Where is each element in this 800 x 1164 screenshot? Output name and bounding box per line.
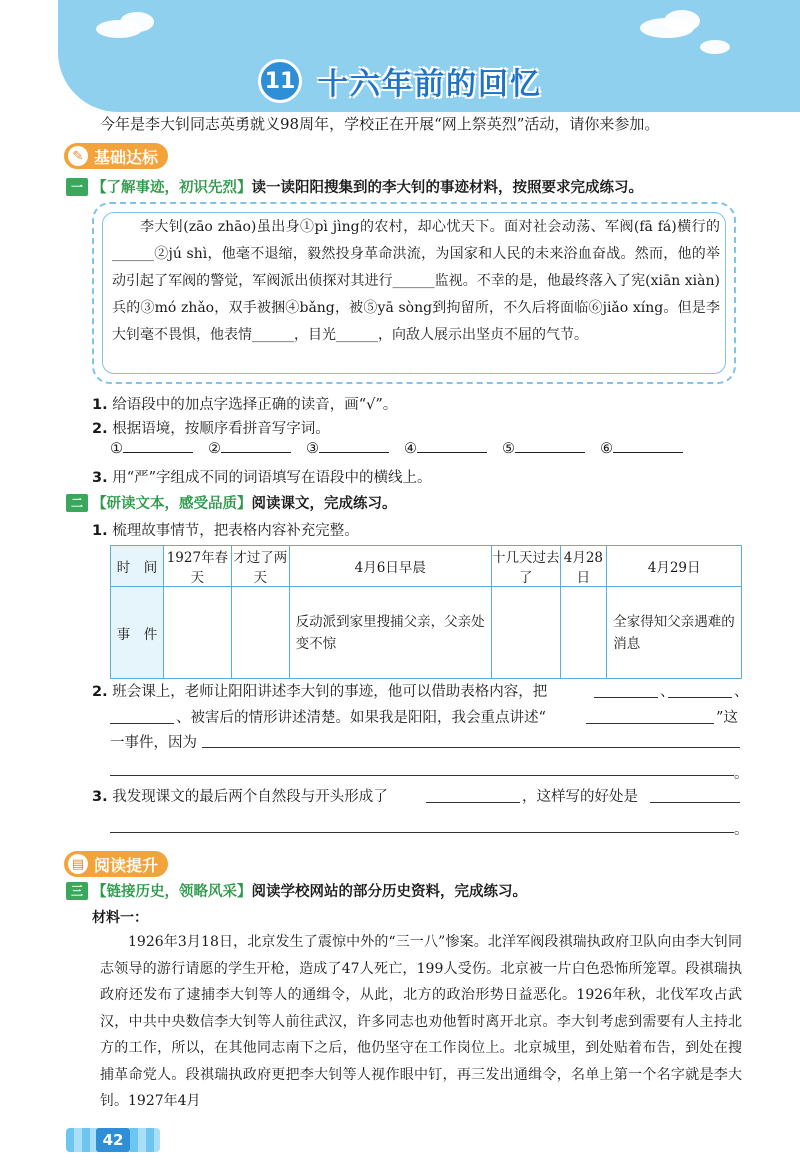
question-text: 梳理故事情节，把表格内容补充完整。 (112, 523, 359, 539)
lesson-title: 十六年前的回忆 (318, 67, 542, 102)
separator: 、 (734, 684, 749, 700)
separator: 、 (660, 684, 675, 700)
table-cell-time: 4月29日 (607, 546, 742, 587)
question-text: 根据语境，按顺序看拼音写字词。 (112, 421, 330, 437)
answer-blank-4[interactable] (404, 441, 502, 457)
question-6-line-1 (92, 785, 388, 806)
task-tag: 【了解事迹，初识先烈】 (92, 180, 252, 196)
question-4 (92, 519, 359, 540)
task-number: 二 (66, 494, 88, 512)
table-cell-event: 全家得知父亲遇难的消息 (607, 587, 742, 679)
answer-blanks-row (110, 441, 710, 457)
answer-line[interactable] (594, 697, 658, 698)
question-number: 3. (92, 789, 108, 805)
question-text: 班会课上，老师让阳阳讲述李大钊的事迹，他可以借助表格内容，把 (112, 684, 548, 700)
question-number: 3. (92, 470, 108, 486)
section-badge-label: 基础达标 (94, 147, 159, 167)
answer-line[interactable] (202, 747, 740, 748)
lesson-title-row (0, 58, 800, 104)
blank-mark: ① (110, 441, 123, 457)
cloud-decoration (700, 40, 730, 54)
table-cell-time: 4月6日早晨 (289, 546, 491, 587)
story-table (110, 545, 742, 679)
table-cell-event-blank[interactable] (491, 587, 560, 679)
question-text: 给语段中的加点字选择正确的读音，画“√”。 (112, 397, 398, 413)
lesson-number-badge: 11 (258, 59, 302, 103)
cloud-decoration (120, 12, 154, 32)
table-header-time: 时 间 (111, 546, 164, 587)
blank-mark: ⑥ (600, 441, 613, 457)
blank-mark: ④ (404, 441, 417, 457)
answer-blank-5[interactable] (502, 441, 600, 457)
answer-line[interactable] (110, 775, 734, 776)
table-cell-time: 4月28日 (560, 546, 607, 587)
task-instruction: 阅读课文，完成练习。 (251, 496, 397, 512)
question-1 (92, 393, 397, 414)
page-number: 42 (96, 1128, 130, 1152)
question-text: 用“严”字组成不同的词语填写在语段中的横线上。 (112, 470, 432, 486)
table-row-time (111, 546, 742, 587)
answer-blank-3[interactable] (306, 441, 404, 457)
task-heading-1 (66, 176, 643, 197)
table-cell-time: 十几天过去了 (491, 546, 560, 587)
question-number: 1. (92, 523, 108, 539)
question-number: 2. (92, 421, 108, 437)
period: 。 (734, 766, 749, 782)
answer-line[interactable] (650, 802, 740, 803)
section-badge-reading (64, 851, 168, 877)
cloud-decoration (664, 10, 700, 32)
table-row-event (111, 587, 742, 679)
table-cell-event-blank[interactable] (560, 587, 607, 679)
table-cell-event-blank[interactable] (164, 587, 232, 679)
question-3 (92, 466, 432, 487)
question-5-line-2-end: ”这 (716, 710, 738, 726)
material-text: 1926年3月18日，北京发生了震惊中外的“三一八”惨案。北洋军阀段祺瑞执政府卫队向由李大钊同志领导的游行请愿的学生开枪，造成了47人死亡，199人受伤。北京被一片白色恐怖所笼罩。段祺瑞执政府还发布了逮捕李大钊等人的通缉令，从此，北方的政治形势日益恶化。1926年秋，北伐军攻占武汉，中共中央数信李大钊等人前往武汉，许多同志也劝他暂时离开北京。李大钊考虑到需要有人主持北方的工作，所以，在其他同志南下之后，他仍坚守在工作岗位上。北京城里，到处贴着布告，到处在搜捕革命党人。段祺瑞执政府更把李大钊等人视作眼中钉，再三发出通缉令，名单上第一个名字就是李大钊。1927年4月 (100, 934, 742, 1109)
question-2 (92, 417, 330, 438)
blank-mark: ⑤ (502, 441, 515, 457)
task-number: 一 (66, 178, 88, 196)
question-6-text: ，这样写的好处是 (522, 789, 638, 805)
task-tag: 【研读文本，感受品质】 (92, 496, 252, 512)
question-5-line-3: 一事件，因为 (110, 735, 197, 751)
notebook-icon: ▤ (68, 854, 88, 874)
answer-line[interactable] (110, 832, 734, 833)
task-number: 三 (66, 882, 88, 900)
blank-mark: ② (208, 441, 221, 457)
table-cell-time: 才过了两天 (231, 546, 289, 587)
intro-text: 今年是李大钊同志英勇就义98周年，学校正在开展“网上祭英烈”活动，请你来参加。 (100, 115, 660, 133)
question-number: 1. (92, 397, 108, 413)
answer-blank-6[interactable] (600, 441, 698, 457)
book-icon: ✎ (68, 146, 88, 166)
question-5-line-2: 、被害后的情形讲述清楚。如果我是阳阳，我会重点讲述“ (176, 710, 546, 726)
task-instruction: 读一读阳阳搜集到的李大钊的事迹材料，按照要求完成练习。 (251, 180, 643, 196)
task-tag: 【链接历史，领略风采】 (92, 884, 252, 900)
period: 。 (734, 822, 749, 838)
question-text: 我发现课文的最后两个自然段与开头形成了 (112, 789, 388, 805)
material-label: 材料一： (92, 910, 148, 926)
answer-blank-2[interactable] (208, 441, 306, 457)
answer-line[interactable] (586, 723, 714, 724)
question-5-line-1 (92, 680, 547, 701)
answer-blank-1[interactable] (110, 441, 208, 457)
table-cell-time: 1927年春天 (164, 546, 232, 587)
passage-text: 李大钊(zāo zhāo)虽出身①pì jìng的农村，却心忧天下。面对社会动荡、军阀(fā fá)横行的______②jú shì，他毫不退缩，毅然投身革命洪流，为国家和人民的未来浴血奋战。然而，他的举动引起了军阀的警觉，军阀派出侦探对其进行______监视。不幸的是，他最终落入了宪(xiān xiàn)兵的③mó zhǎo，双手被捆④bǎng，被⑤yā sòng到拘留所，不久后将面临⑥jiǎo xíng。但是李大钊毫不畏惧，他表情______，目光______，向敌人展示出坚贞不屈的气节。 (112, 219, 720, 343)
task-heading-3 (66, 880, 527, 901)
task-heading-2 (66, 492, 397, 513)
blank-mark: ③ (306, 441, 319, 457)
table-cell-event: 反动派到家里搜捕父亲，父亲处变不惊 (289, 587, 491, 679)
table-header-event: 事 件 (111, 587, 164, 679)
answer-line[interactable] (110, 723, 174, 724)
question-number: 2. (92, 684, 108, 700)
table-cell-event-blank[interactable] (231, 587, 289, 679)
section-badge-label: 阅读提升 (94, 855, 159, 875)
answer-line[interactable] (668, 697, 732, 698)
answer-line[interactable] (426, 802, 520, 803)
task-instruction: 阅读学校网站的部分历史资料，完成练习。 (251, 884, 527, 900)
section-badge-basic (64, 143, 168, 169)
